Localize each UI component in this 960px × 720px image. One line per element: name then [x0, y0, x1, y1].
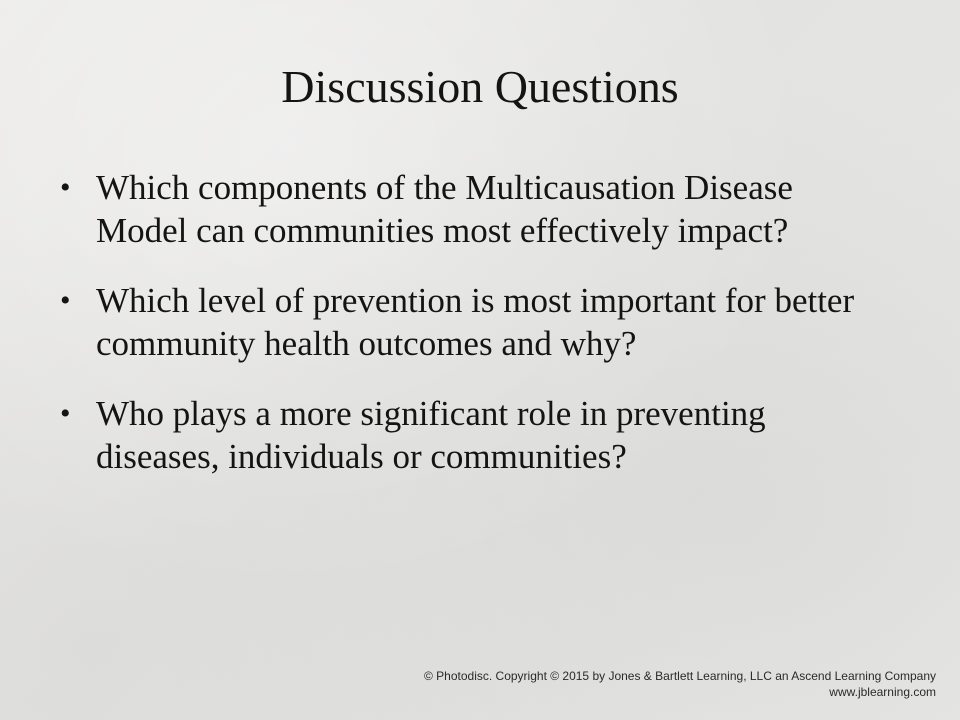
bullet-item — [58, 166, 858, 252]
bullet-text: Which components of the Multicausation Disease Model can communities most effectively impact? — [96, 168, 793, 250]
bullet-point-icon: • — [60, 284, 71, 317]
bullet-text: Which level of prevention is most important for better community health outcomes and why? — [96, 281, 855, 363]
bullet-item — [58, 392, 858, 478]
website-text: www.jblearning.com — [829, 685, 936, 699]
slide-title: Discussion Questions — [281, 61, 679, 112]
bullet-point-icon: • — [60, 171, 71, 204]
bullet-item — [58, 279, 858, 365]
bullet-point-icon: • — [60, 397, 71, 430]
bullet-list — [58, 166, 858, 505]
bullet-text: Who plays a more significant role in preventing diseases, individuals or communities? — [96, 394, 766, 476]
copyright-text: © Photodisc. Copyright © 2015 by Jones & Bartlett Learning, LLC an Ascend Learning Company — [424, 669, 936, 683]
copyright-footer — [424, 668, 936, 700]
